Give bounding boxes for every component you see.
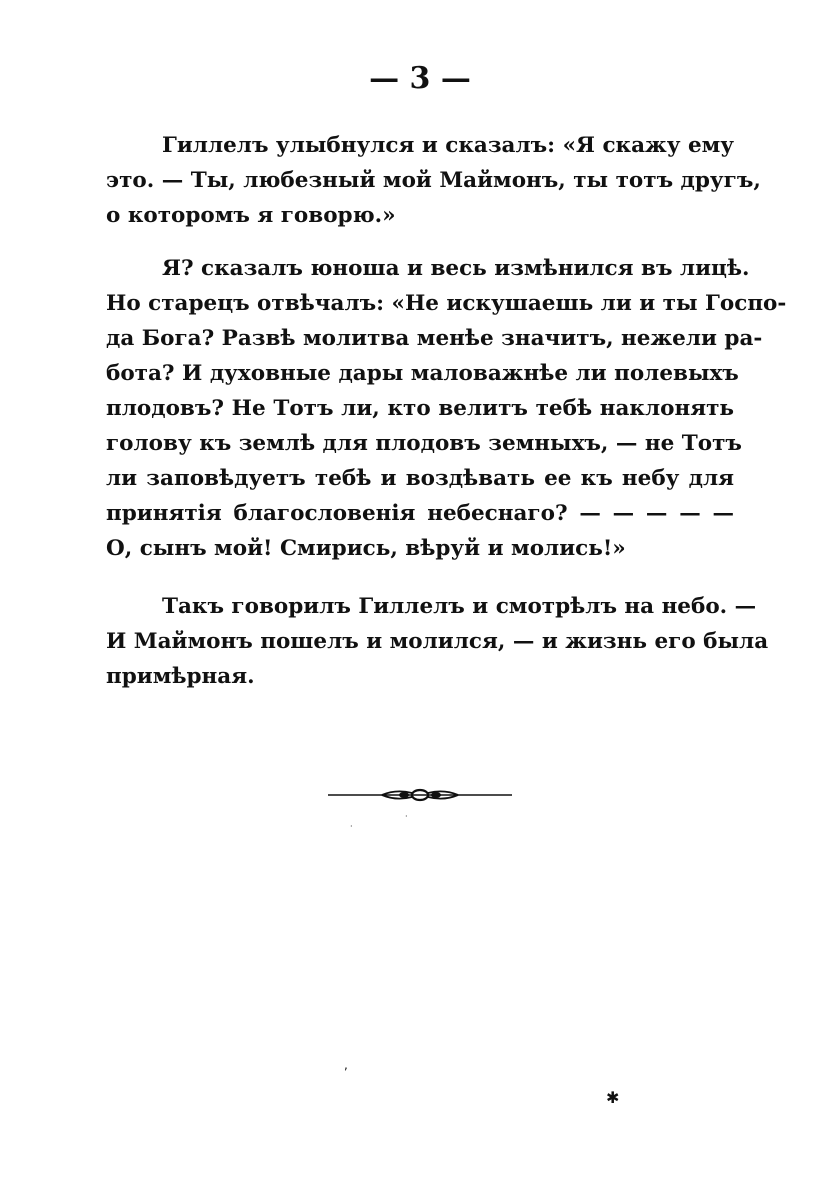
text-line: Такъ говорилъ Гиллелъ и смотрѣлъ на небо. — — [162, 594, 757, 619]
text-line: И Маймонъ пошелъ и молился, — и жизнь его была — [106, 629, 769, 654]
text-line: Гиллелъ улыбнулся и сказалъ: «Я скажу ему — [162, 133, 735, 158]
print-speck: ✱ — [606, 1088, 620, 1107]
paragraph-2 — [106, 251, 787, 566]
text-line: голову къ землѣ для плодовъ земныхъ, — не Тотъ — [106, 431, 742, 456]
paragraph-1 — [106, 128, 761, 233]
text-line: Я? сказалъ юноша и весь измѣнился въ лицѣ. — [162, 256, 750, 281]
print-speck: , — [344, 1058, 348, 1072]
page-number: — 3 — — [369, 61, 471, 96]
text-line: о которомъ я говорю.» — [106, 203, 396, 228]
text-line: примѣрная. — [106, 664, 255, 689]
text-line: ли заповѣдуетъ тебѣ и воздѣвать ее къ небу для — [106, 466, 734, 491]
text-line: да Бога? Развѣ молитва менѣе значитъ, нежели ра- — [106, 326, 763, 351]
ornament-divider-icon — [326, 780, 514, 810]
text-line: плодовъ? Не Тотъ ли, кто велитъ тебѣ наклонять — [106, 396, 734, 421]
text-line: О, сынъ мой! Смирись, вѣруй и молись!» — [106, 536, 626, 561]
text-line: бота? И духовные дары маловажнѣе ли полевыхъ — [106, 361, 739, 386]
text-line: принятія благословенія небеснаго? — — — — — — [106, 501, 734, 526]
paragraph-3 — [106, 589, 769, 694]
print-speck: · — [350, 822, 353, 831]
print-speck: · — [405, 812, 408, 821]
text-line: это. — Ты, любезный мой Маймонъ, ты тотъ другъ, — [106, 168, 761, 193]
text-line: Но старецъ отвѣчалъ: «Не искушаешь ли и ты Госпо- — [106, 291, 787, 316]
